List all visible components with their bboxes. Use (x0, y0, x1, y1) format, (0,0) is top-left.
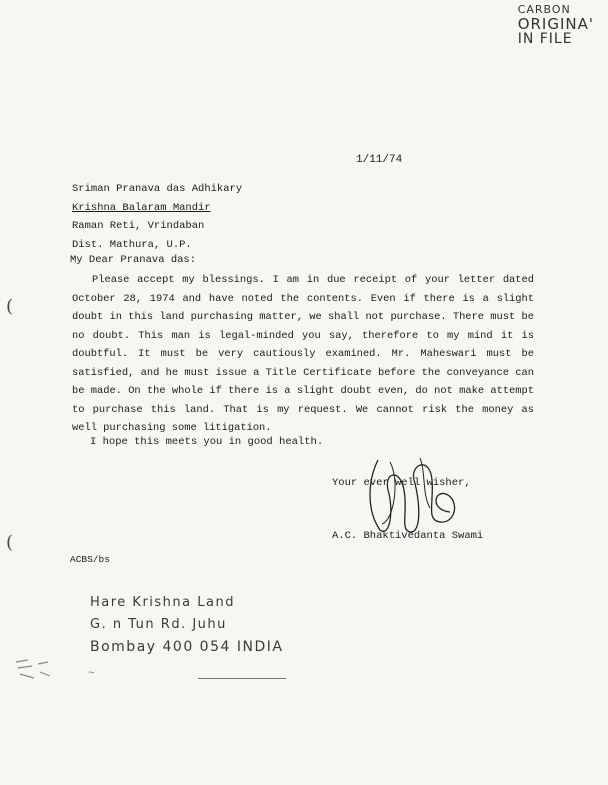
recipient-address (72, 180, 242, 254)
valediction: Your ever well wisher, (332, 477, 471, 489)
address-line: Sriman Pranava das Adhikary (72, 183, 243, 195)
signature-name: A.C. Bhaktivedanta Swami (332, 530, 484, 542)
address-line: Dist. Mathura, U.P. (72, 238, 192, 251)
handwritten-signature (360, 450, 470, 540)
handwritten-address (90, 592, 283, 658)
ink-mark: ~ (88, 668, 95, 680)
margin-mark: ( (6, 532, 14, 553)
letter-date: 1/11/74 (356, 154, 403, 166)
margin-mark: ( (6, 296, 14, 317)
letter-body (72, 271, 534, 438)
address-line: Krishna Balaram Mandir (72, 201, 211, 214)
closing-line: I hope this meets you in good health. (90, 436, 324, 448)
stamp-line-3: IN FILE (517, 31, 573, 47)
carbon-original-stamp (518, 2, 594, 47)
stamp-line-1: CARBON (517, 3, 571, 16)
salutation: My Dear Pranava das: (70, 254, 197, 266)
ink-smudge (14, 656, 74, 682)
handwritten-line: G. n Tun Rd. Juhu (90, 617, 227, 632)
stamp-line-2: ORIGINA' (517, 15, 594, 33)
handwritten-line: Hare Krishna Land (90, 595, 235, 610)
faint-line (198, 678, 286, 679)
handwritten-line: Bombay 400 054 INDIA (90, 639, 284, 655)
reference-initials: ACBS/bs (70, 554, 110, 565)
body-paragraph: Please accept my blessings. I am in due receipt of your letter dated October 28, 1974 and have noted the contents. Even if there is a slight doubt in this land purchasing matter, we shall not purchase. There must be no doubt. This man is legal-minded you say, therefore to my mind it is doubtful. It must be very cautiously examined. Mr. Maheswari must be satisfied, and he must issue a Title Certificate before the conveyance can be made. On the whole if there is a slight doubt even, do not make attempt to purchase this land. That is my request. We cannot risk the money as well purchasing some litigation. (72, 274, 534, 434)
address-line: Raman Reti, Vrindaban (72, 220, 205, 232)
